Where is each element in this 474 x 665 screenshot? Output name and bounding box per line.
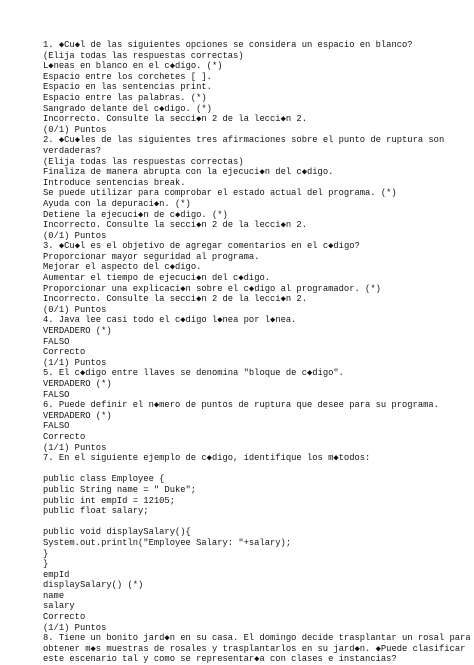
text-line: public class Employee { [43, 474, 165, 485]
text-line: 6. Puede definir el n◆mero de puntos de ruptura que desee para su programa. [43, 400, 439, 411]
text-line: Espacio entre los corchetes [ ]. [43, 71, 212, 82]
blank-line [43, 464, 468, 475]
text-line: Correcto [43, 612, 86, 623]
text-line: VERDADERO (*) [43, 379, 112, 389]
text-line: (1/1) Puntos [43, 357, 107, 368]
text-line: FALSO [43, 336, 70, 347]
text-line: este escenario tal y como se representar◆a con clases e instancias? [43, 654, 397, 665]
text-line: 1. ◆Cu◆l de las siguientes opciones se considera un espacio en blanco? [43, 40, 413, 50]
text-line: Correcto [43, 347, 86, 358]
text-line: System.out.println("Employee Salary: "+salary); [43, 537, 292, 548]
text-line: (1/1) Puntos [43, 622, 107, 633]
text-line: 4. Java lee casi todo el c◆digo l◆nea por l◆nea. [43, 315, 297, 326]
blank-line [43, 517, 468, 528]
text-line: } [43, 559, 49, 570]
text-line: (Elija todas las respuestas correctas) [43, 50, 244, 61]
text-line: Finaliza de manera abrupta con la ejecuci◆n del c◆digo. [43, 167, 334, 178]
text-line: (Elija todas las respuestas correctas) [43, 156, 244, 167]
text-line: Incorrecto. Consulte la secci◆n 2 de la lecci◆n 2. [43, 114, 307, 125]
text-line: Introduce sentencias break. [43, 177, 186, 188]
text-line: public void displaySalary(){ [43, 527, 191, 538]
text-line: Incorrecto. Consulte la secci◆n 2 de la lecci◆n 2. [43, 220, 307, 231]
text-line: Mejorar el aspecto del c◆digo. [43, 262, 202, 273]
text-line: 8. Tiene un bonito jard◆n en su casa. El domingo decide trasplantar un rosal para [43, 633, 471, 644]
text-line: public float salary; [43, 506, 149, 517]
text-line: Aumentar el tiempo de ejecuci◆n del c◆digo. [43, 273, 271, 284]
text-line: Proporcionar una explicaci◆n sobre el c◆digo al programador. (*) [43, 283, 381, 294]
text-line: L◆neas en blanco en el c◆digo. (*) [43, 61, 223, 72]
text-line: Incorrecto. Consulte la secci◆n 2 de la lecci◆n 2. [43, 294, 307, 305]
text-line: Detiene la ejecuci◆n de c◆digo. (*) [43, 209, 228, 220]
text-line: name [43, 590, 65, 601]
text-line: empId [43, 569, 70, 580]
text-line: Espacio entre las palabras. (*) [43, 92, 207, 103]
text-line: Ayuda con la depuraci◆n. (*) [43, 198, 191, 209]
text-line: public int empId = 12105; [43, 495, 175, 506]
text-line: public String name = " Duke"; [43, 484, 197, 495]
text-line: salary [43, 601, 75, 612]
text-line: (0/1) Puntos [43, 304, 107, 315]
text-line: 2. ◆Cu◆les de las siguientes tres afirmaciones sobre el punto de ruptura son [43, 135, 445, 146]
text-line: 7. En el siguiente ejemplo de c◆digo, identifique los m◆todos: [43, 453, 371, 464]
text-line: 5. El c◆digo entre llaves se denomina "bloque de c◆digo". [43, 368, 344, 379]
text-line: (1/1) Puntos [43, 442, 107, 453]
text-line: VERDADERO (*) [43, 326, 112, 337]
text-line: } [43, 548, 49, 559]
text-line: (0/1) Puntos [43, 124, 107, 135]
text-line: Espacio en las sentencias print. [43, 82, 212, 93]
text-line: (0/1) Puntos [43, 230, 107, 241]
text-line: Sangrado delante del c◆digo. (*) [43, 103, 212, 114]
text-line: verdaderas? [43, 145, 102, 156]
text-line: FALSO [43, 389, 70, 400]
document-text [43, 40, 471, 665]
text-line: 3. ◆Cu◆l es el objetivo de agregar comentarios en el c◆digo? [43, 241, 360, 252]
text-line: obtener m◆s muestras de rosales y trasplantarlos en su jard◆n. ◆Puede clasificar [43, 643, 466, 654]
text-line: Correcto [43, 431, 86, 442]
text-line: Se puede utilizar para comprobar el estado actual del programa. (*) [43, 188, 397, 199]
text-line: Proporcionar mayor seguridad al programa. [43, 251, 260, 262]
text-line: VERDADERO (*) [43, 410, 112, 421]
text-line: displaySalary() (*) [43, 580, 144, 591]
text-line: FALSO [43, 421, 70, 432]
